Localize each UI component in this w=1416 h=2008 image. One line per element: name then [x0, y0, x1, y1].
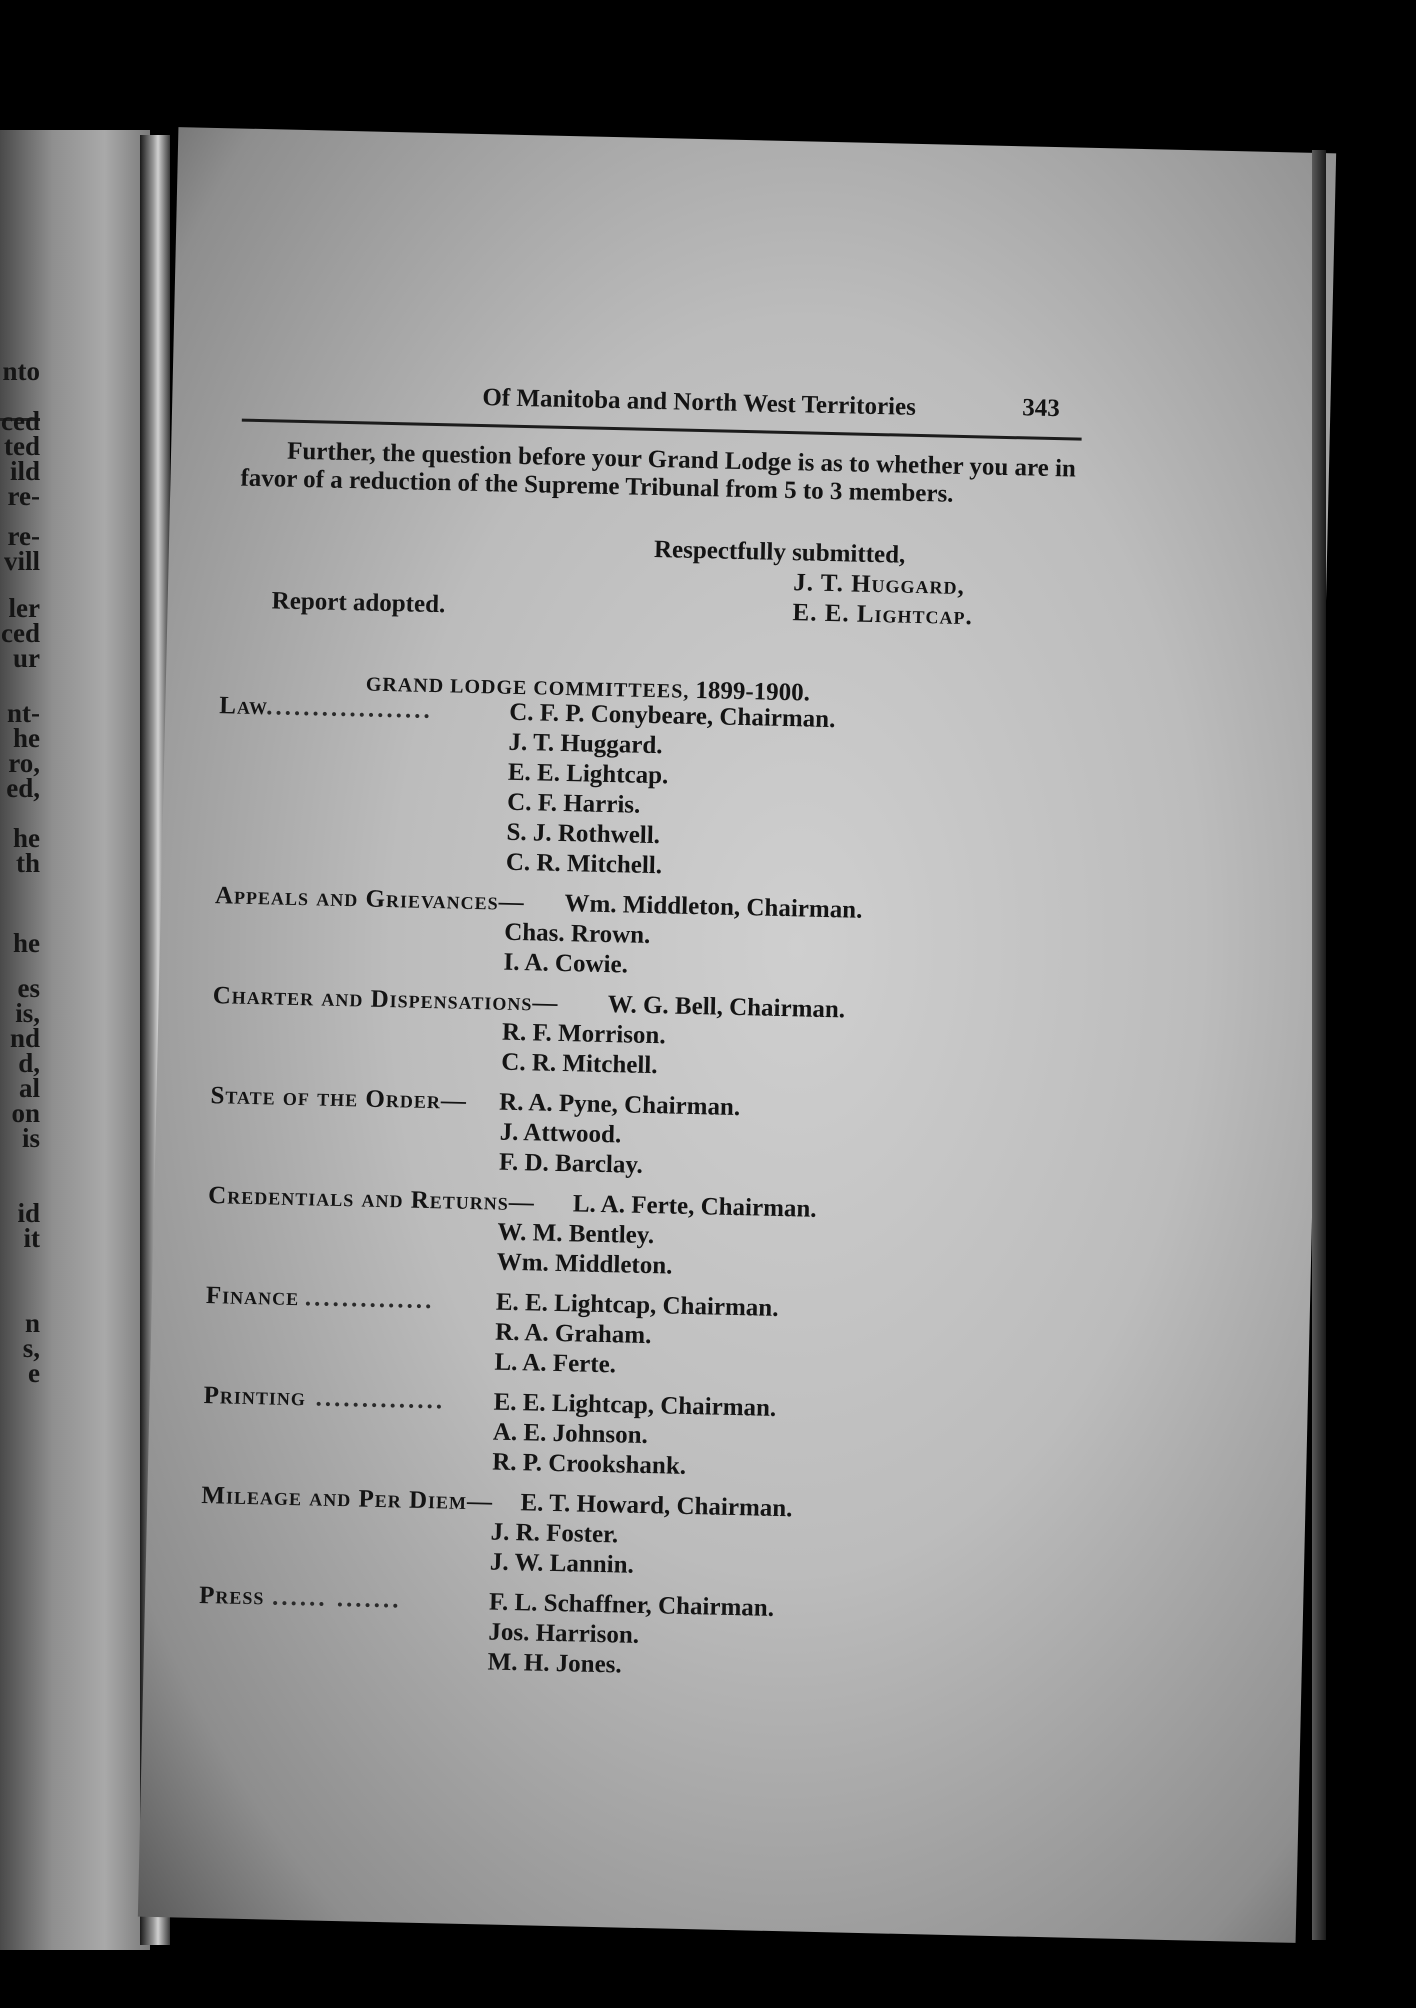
committee-chairman: Wm. Middleton, Chairman. [564, 890, 863, 924]
left-page-text-fragment: it [23, 1223, 40, 1253]
committee-name: Law [219, 692, 269, 721]
committee-name: Press [198, 1581, 265, 1611]
left-page-text-fragment: is, [15, 998, 40, 1028]
left-page-text-fragment: al [18, 1073, 40, 1103]
committee-chairman: W. G. Bell, Chairman. [607, 991, 846, 1024]
committee-member: I. A. Cowie. [503, 948, 629, 979]
committee-chairman: R. A. Pyne, Chairman. [498, 1088, 741, 1122]
left-page-text-fragment: e [28, 1358, 40, 1388]
signatory-lightcap: E. E. Lightcap. [792, 599, 974, 631]
left-page-text-fragment: ur [13, 643, 40, 673]
left-page-text-fragment: ro, [8, 748, 40, 778]
committee-member: W. M. Bentley. [497, 1218, 655, 1250]
committee-member: M. H. Jones. [487, 1648, 623, 1679]
left-page-text-fragment: he [13, 823, 40, 853]
committee-member: A. E. Johnson. [492, 1418, 649, 1450]
committee-chairman: F. L. Schaffner, Chairman. [488, 1588, 775, 1622]
left-page-text-fragment: re- [7, 521, 40, 551]
committee-name: Printing [203, 1381, 307, 1412]
left-page-text-fragment: is [21, 1123, 40, 1153]
committee-member: J. T. Huggard. [508, 728, 663, 760]
left-page-text-fragment: on [11, 1098, 40, 1128]
committee-member: J. R. Foster. [490, 1518, 619, 1549]
left-page-text-fragment: ced [1, 618, 40, 648]
committee-name: State of the Order— [210, 1082, 468, 1115]
committee-list [197, 692, 1039, 1700]
page-number: 343 [1021, 394, 1061, 423]
committee-chairman: C. F. P. Conybeare, Chairman. [508, 698, 836, 734]
left-page-text-fragment: vill [3, 546, 40, 576]
header-rule [242, 419, 1082, 441]
committee-member: C. R. Mitchell. [501, 1048, 658, 1080]
running-head: Of Manitoba and North West Territories [482, 384, 917, 421]
committee-member: R. A. Graham. [494, 1318, 652, 1350]
leader-dots: ...... ....... [271, 1583, 402, 1614]
left-page-text-fragment: d, [18, 1048, 40, 1078]
left-page-text-fragment: ler [8, 593, 40, 623]
committee-member: J. W. Lannin. [489, 1548, 635, 1579]
committee-member: S. J. Rothwell. [506, 818, 661, 850]
committee-name: Charter and Dispensations— [212, 982, 559, 1017]
committee-member: E. E. Lightcap. [507, 758, 669, 790]
committee-member: R. P. Crookshank. [491, 1448, 687, 1480]
left-page-text-fragment: he [13, 723, 40, 753]
committee-member: R. F. Morrison. [501, 1018, 666, 1050]
committee-chairman: E. E. Lightcap, Chairman. [493, 1388, 777, 1422]
committee-name: Finance [205, 1282, 300, 1312]
left-page-text-fragment: n [24, 1308, 40, 1338]
committee-member: F. D. Barclay. [498, 1148, 644, 1179]
leader-dots: .............. [315, 1384, 446, 1415]
committee-member: C. F. Harris. [506, 788, 641, 819]
left-page-text-fragment: ced [1, 406, 40, 436]
left-page-text-fragment: th [15, 848, 40, 878]
left-page-text-fragment: ted [4, 431, 40, 461]
body-paragraph: Further, the question before your Grand Lodge is as to whether you are in favor of a reduction of the Supreme Tribunal from 5 to 3 members. [240, 437, 1077, 508]
left-page-text-fragment: id [17, 1198, 40, 1228]
leader-dots: .............. [304, 1284, 435, 1315]
committee-name: Mileage and Per Diem— [201, 1481, 494, 1516]
committees-year: 1899-1900. [695, 676, 811, 707]
committee-chairman: L. A. Ferte, Chairman. [572, 1190, 817, 1223]
book-page [138, 127, 1336, 1943]
committee-member: J. Attwood. [499, 1118, 622, 1149]
committees-title: GRAND LODGE COMMITTEES, [365, 673, 690, 703]
left-page-text-fragment: es [17, 973, 40, 1003]
committee-member: Chas. Rrown. [503, 918, 651, 950]
committee-name: Appeals and Grievances— [214, 882, 525, 917]
report-adopted: Report adopted. [271, 587, 446, 619]
committee-member: C. R. Mitchell. [505, 848, 663, 880]
signatory-huggard: J. T. Huggard, [792, 569, 966, 601]
left-page-fragment [0, 130, 150, 1950]
committee-chairman: E. E. Lightcap, Chairman. [495, 1288, 779, 1323]
left-page-text-fragment: ild [9, 456, 40, 486]
committee-name: Credentials and Returns— [207, 1182, 536, 1217]
committee-member: L. A. Ferte. [494, 1348, 617, 1379]
left-page-text-fragment: nd [9, 1023, 40, 1053]
committee-chairman: E. T. Howard, Chairman. [520, 1489, 793, 1523]
page-edge [1312, 150, 1326, 1940]
committee-member: Wm. Middleton. [496, 1248, 673, 1280]
left-page-text-fragment: nto [2, 356, 40, 386]
respectfully-submitted: Respectfully submitted, [653, 535, 906, 569]
leader-dots: .................. [266, 693, 434, 725]
left-page-text-fragment: s, [22, 1333, 40, 1363]
left-page-text-fragment: ed, [6, 773, 40, 803]
left-page-text-fragment: re- [7, 481, 40, 511]
committee-member: Jos. Harrison. [488, 1618, 640, 1649]
left-page-text-fragment: nt- [7, 698, 40, 728]
left-page-text-fragment: he [13, 928, 40, 958]
